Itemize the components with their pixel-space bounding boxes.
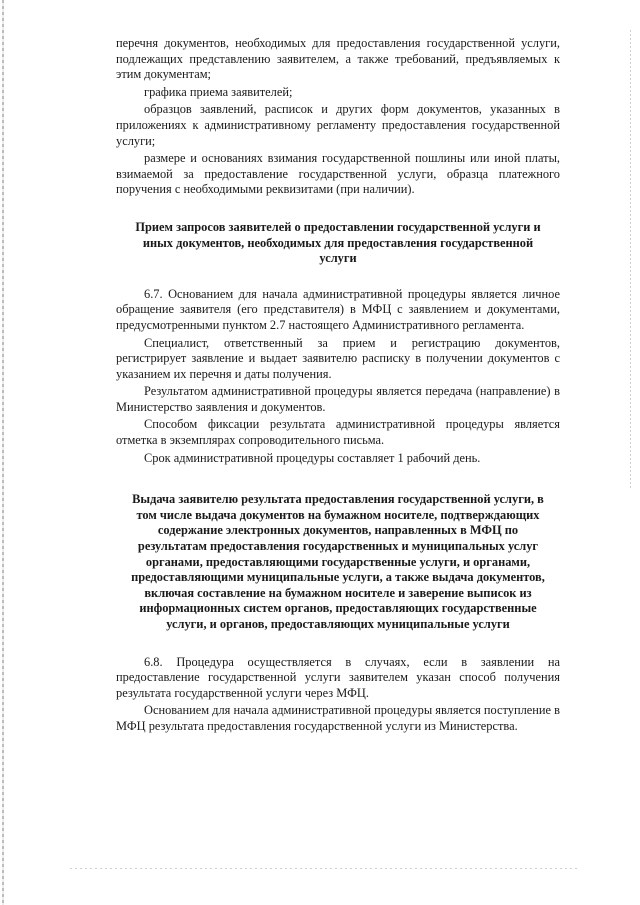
scan-edge-left (2, 0, 4, 905)
scan-edge-right (630, 30, 631, 490)
section-heading-requests: Прием запросов заявителей о предоставлении государственной услуги и иных документов, необходимых для предоставления государственной услуги (135, 219, 541, 266)
scan-edge-bottom (70, 868, 580, 869)
section-heading-issuance: Выдача заявителю результата предоставления государственной услуги, в том числе выдача документов на бумажном носителе, подтверждающих содержание электронных документов, направленных в МФЦ по результатам предоставления государственных и муниципальных услуг органами, предоставляющими государственные услуги, и органами, предоставляющими муниципальные услуги, а также выдача документов, включая составление на бумажном носителе и заверение выписок из информационных систем органов, предоставляющих государственные услуги, и органов, предоставляющих муниципальные услуги (131, 492, 545, 631)
paragraph-fixation: Способом фиксации результата административной процедуры является отметка в экземплярах сопроводительного письма. (116, 417, 560, 448)
paragraph-result: Результатом административной процедуры является передача (направление) в Министерство заявления и документов. (116, 384, 560, 414)
list-item-schedule: графика приема заявителей; (144, 84, 293, 99)
document-body (116, 36, 560, 737)
paragraph-6-7: 6.7. Основанием для начала административной процедуры является личное обращение заявителя (его представителя) в МФЦ с заявлением и документами, предусмотренными пунктом 2.7 настоящего Административного регламента. (116, 286, 560, 332)
paragraph-6-8: 6.8. Процедура осуществляется в случаях, если в заявлении на предоставление государственной услуги заявителем указан способ получения результата государственной услуги через МФЦ. (116, 654, 560, 700)
list-item-forms: образцов заявлений, расписок и других форм документов, указанных в приложениях к административному регламенту предоставления государственной услуги; (116, 102, 560, 148)
paragraph-specialist: Специалист, ответственный за прием и регистрацию документов, регистрирует заявление и выдает заявителю расписку в получении документов с указанием их перечня и даты получения. (116, 335, 560, 381)
paragraph-deadline: Срок административной процедуры составляет 1 рабочий день. (144, 450, 481, 465)
paragraph-basis: Основанием для начала административной процедуры является поступление в МФЦ результата предоставления государственной услуги из Министерства. (116, 703, 560, 733)
list-item-fees: размере и основаниях взимания государственной пошлины или иной платы, взимаемой за предоставление государственной услуги, образца платежного поручения с необходимыми реквизитами (при наличии). (116, 151, 560, 197)
list-item-documents: перечня документов, необходимых для предоставления государственной услуги, подлежащих представлению заявителем, а также требований, предъявляемых к этим документам; (116, 36, 560, 82)
